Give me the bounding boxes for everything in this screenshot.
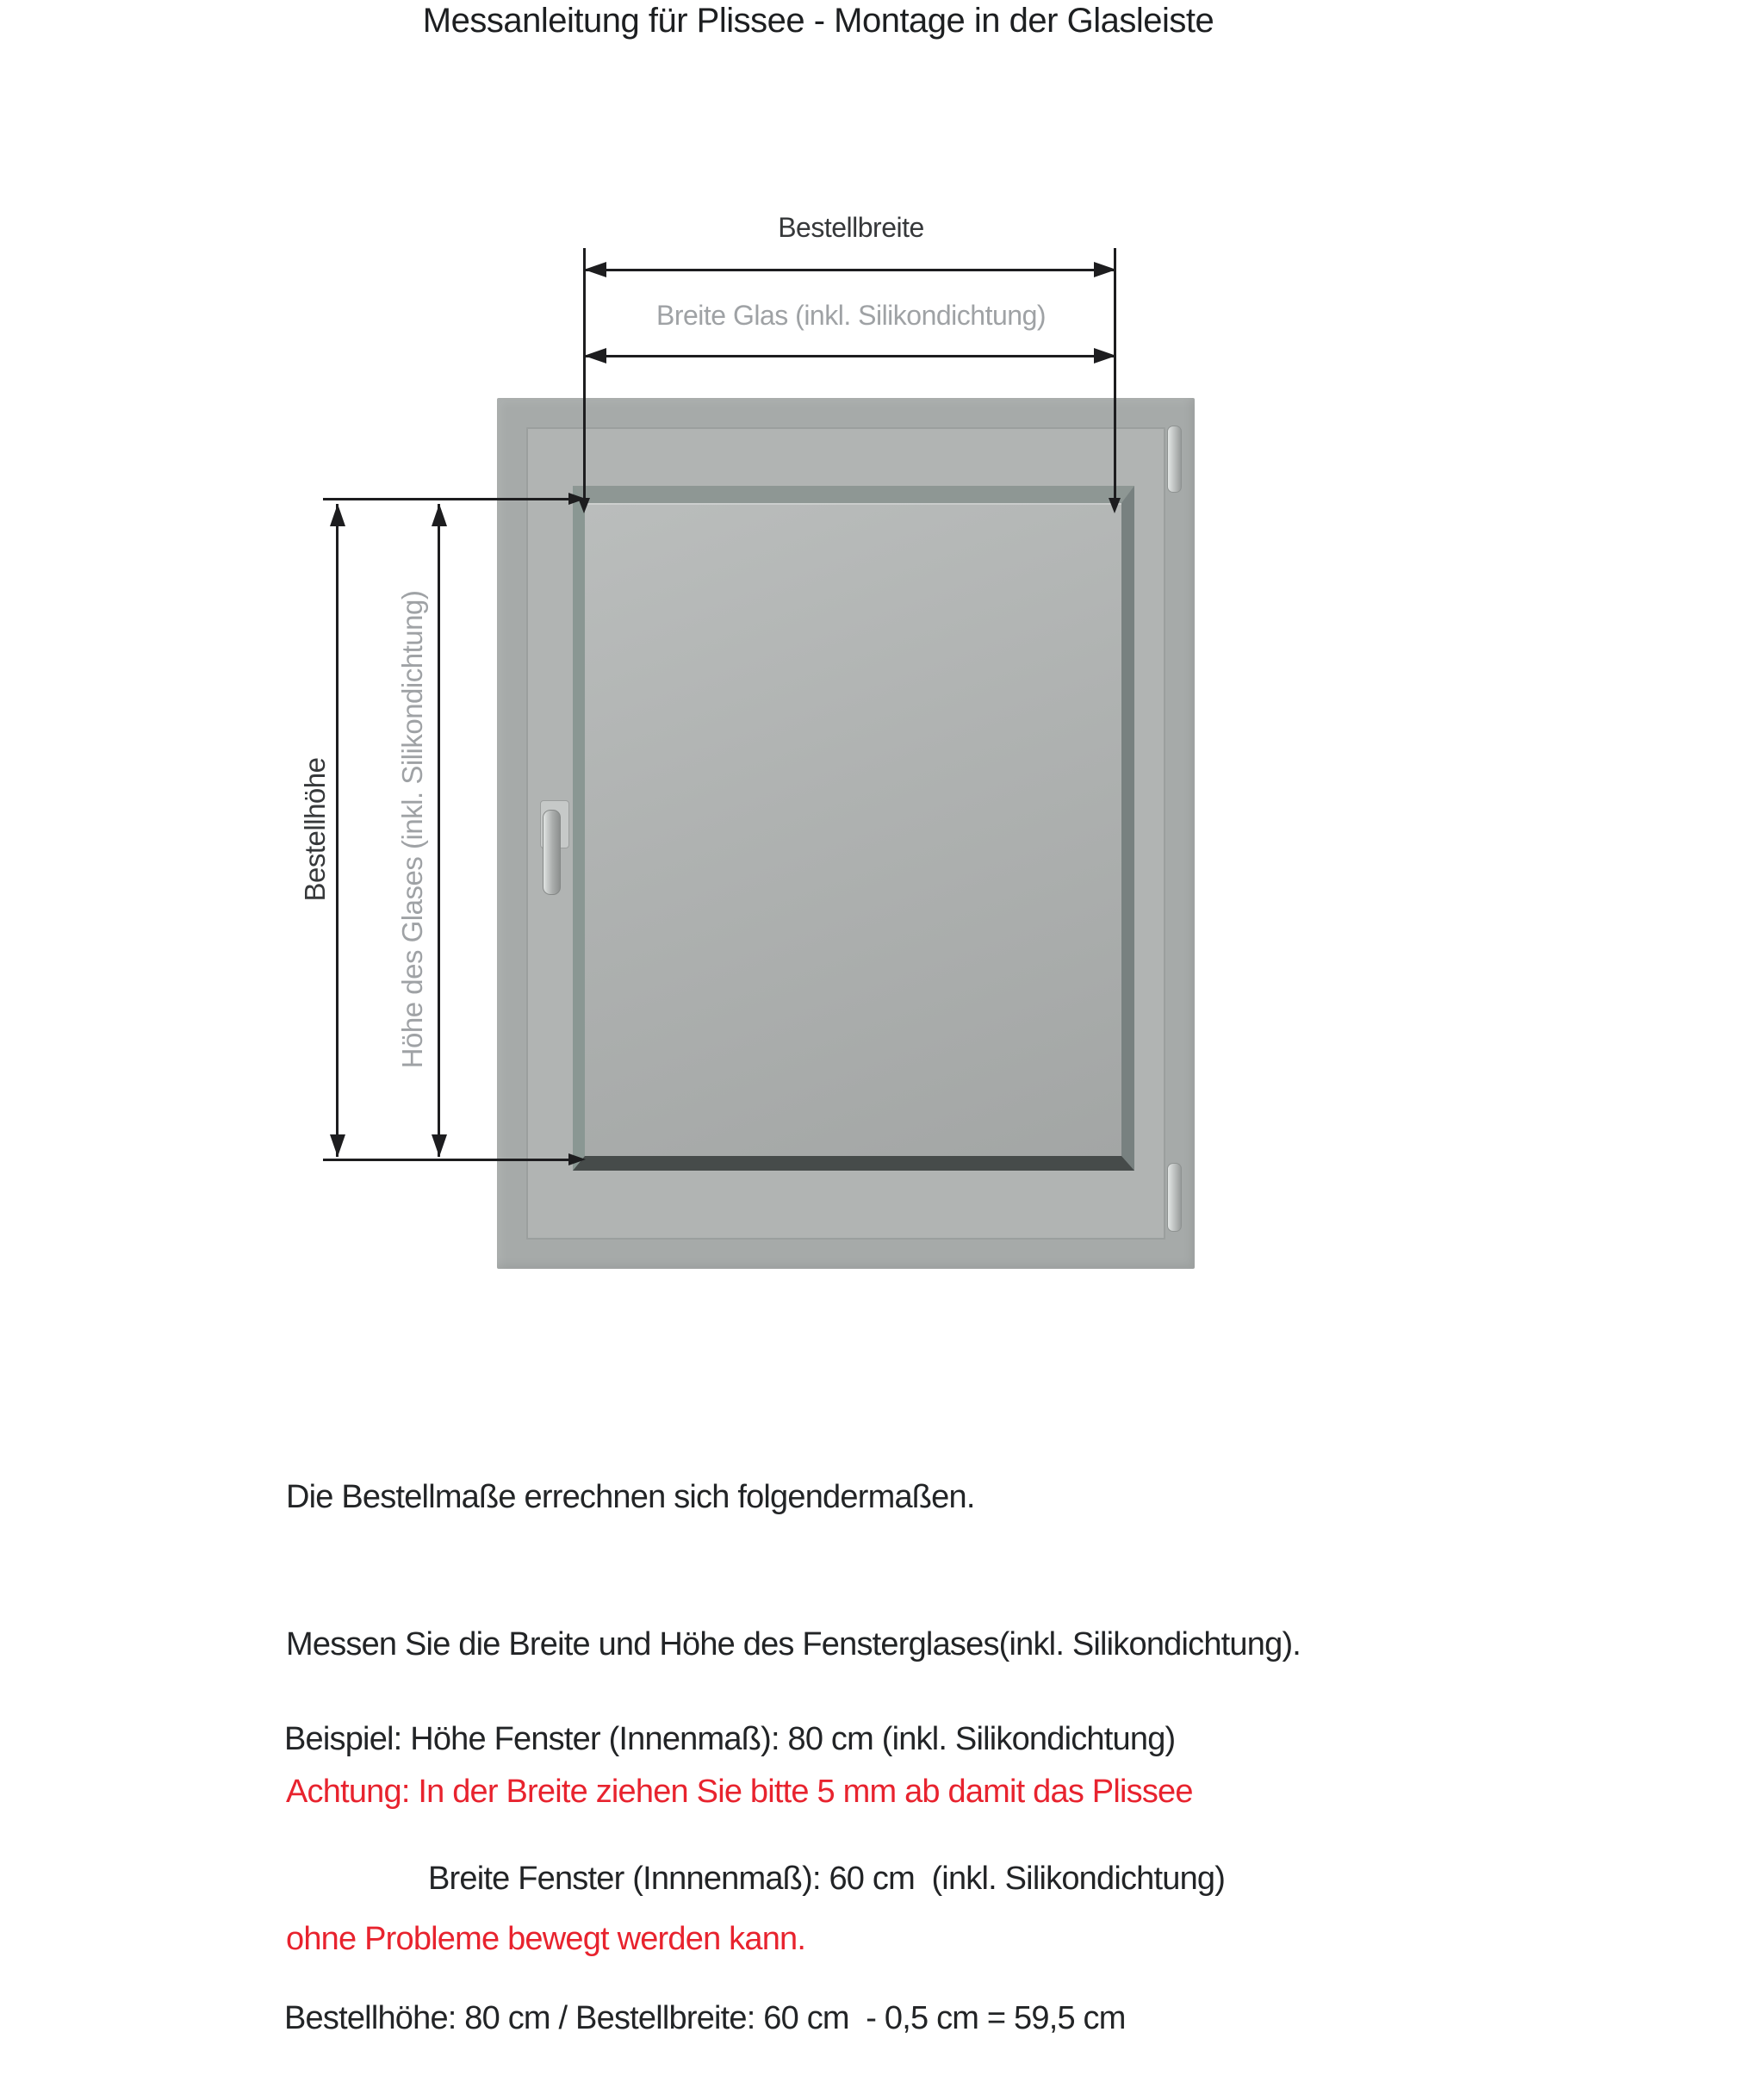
glass-width-arrowhead-left xyxy=(584,348,606,364)
example-block xyxy=(284,1623,1225,2088)
width-extension-arrowhead-right xyxy=(1109,498,1121,513)
height-extension-line-top xyxy=(323,498,575,500)
order-width-arrowhead-left xyxy=(584,262,606,277)
example-line-2: Breite Fenster (Innnenmaß): 60 cm (inkl. Silikondichtung) xyxy=(428,1861,1226,1897)
page-title: Messanleitung für Plissee - Montage in der Glasleiste xyxy=(422,2,1214,40)
glass-height-arrow xyxy=(438,504,440,1157)
order-width-arrow xyxy=(584,269,1116,271)
height-extension-arrowhead-top xyxy=(568,493,586,505)
order-height-arrow xyxy=(336,504,339,1157)
warning-line-1: Achtung: In der Breite ziehen Sie bitte 5 mm ab damit das Plissee xyxy=(286,1774,1193,1810)
glass-height-arrowhead-top xyxy=(432,504,447,526)
window-hinge-top xyxy=(1167,426,1182,493)
example-line-1: Beispiel: Höhe Fenster (Innenmaß): 80 cm (inkl. Silikondichtung) xyxy=(284,1721,1176,1757)
glass-height-label: Höhe des Glases (inkl. Silikondichtung) xyxy=(396,590,428,1069)
height-extension-arrowhead-bottom xyxy=(568,1153,586,1165)
instruction-line-1: Die Bestellmaße errechnen sich folgendermaßen. xyxy=(286,1479,975,1515)
glass-width-arrow xyxy=(584,355,1116,357)
window-hinge-bottom xyxy=(1167,1163,1182,1232)
warning-line-2: ohne Probleme bewegt werden kann. xyxy=(286,1921,806,1957)
order-height-label: Bestellhöhe xyxy=(299,757,331,902)
glass-height-arrowhead-bottom xyxy=(432,1134,447,1157)
order-height-arrowhead-bottom xyxy=(330,1134,345,1157)
width-extension-line-right xyxy=(1114,248,1116,503)
window-handle-lever xyxy=(543,810,561,895)
height-extension-line-bottom xyxy=(323,1159,575,1161)
window-glass-pane xyxy=(573,486,1134,1171)
glass-width-label: Breite Glas (inkl. Silikondichtung) xyxy=(655,300,1047,331)
instruction-line-2: Messen Sie die Breite und Höhe des Fensterglases(inkl. Silikondichtung). xyxy=(286,1626,1301,1662)
example-line-3: Bestellhöhe: 80 cm / Bestellbreite: 60 cm - 0,5 cm = 59,5 cm xyxy=(284,2000,1126,2036)
order-height-arrowhead-top xyxy=(330,504,345,526)
width-extension-line-left xyxy=(583,248,586,503)
order-width-label: Bestellbreite xyxy=(778,212,924,243)
